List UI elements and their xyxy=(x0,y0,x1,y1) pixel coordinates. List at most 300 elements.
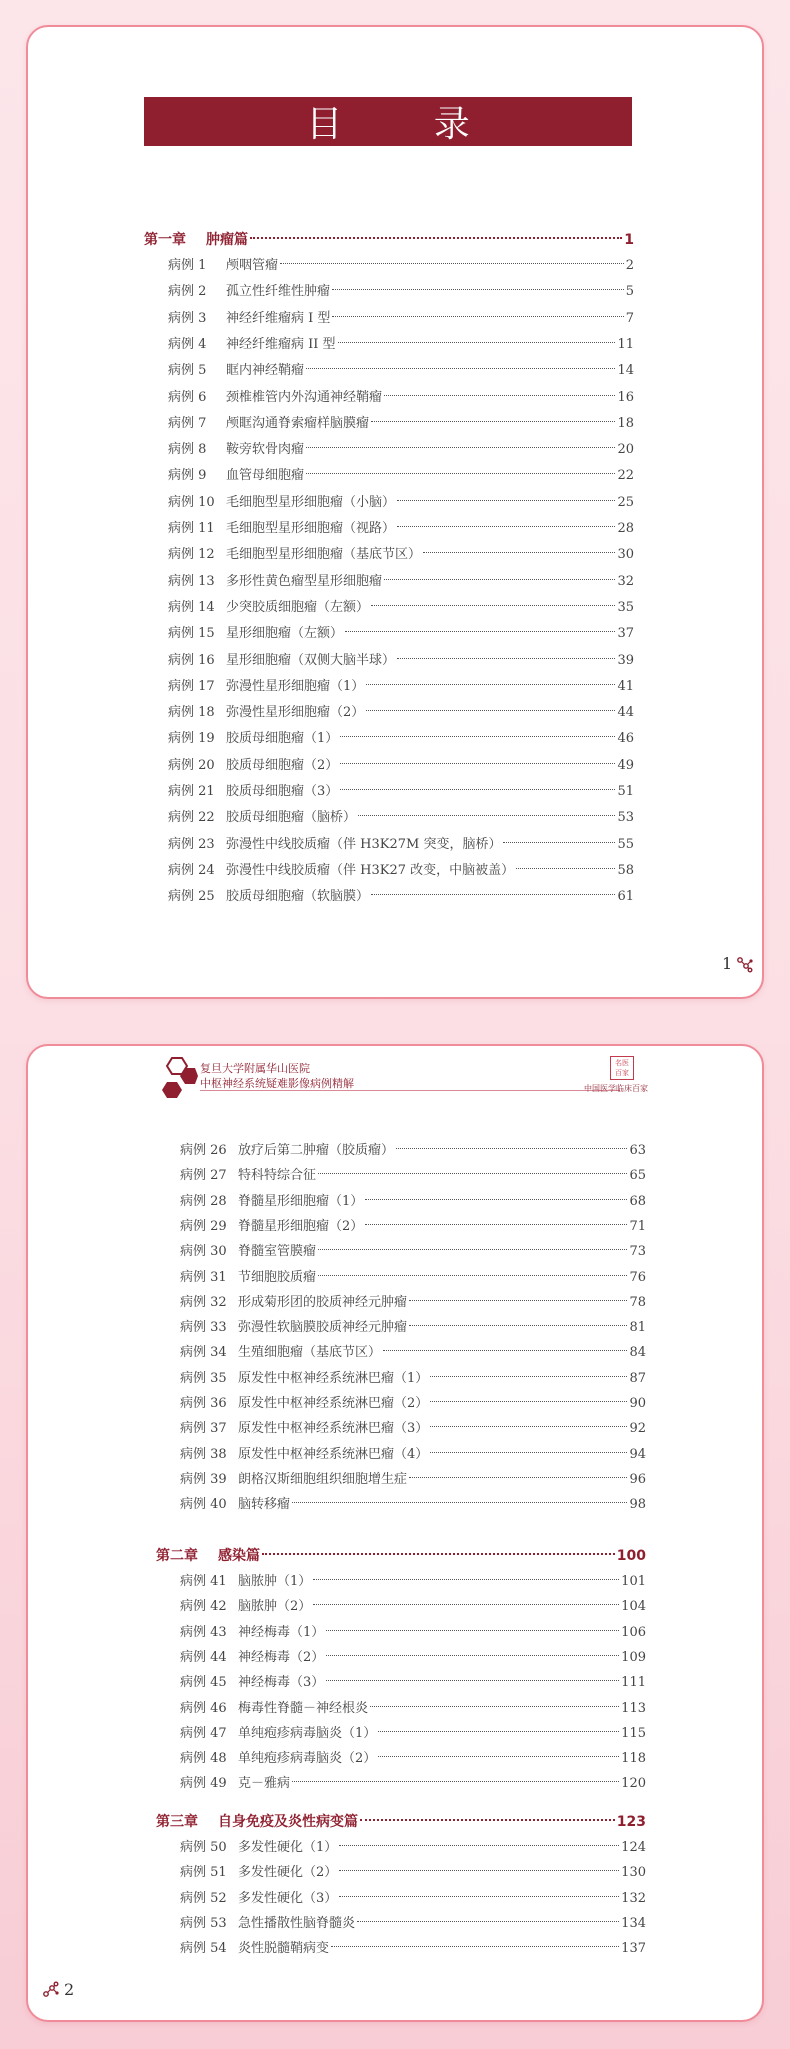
case-title: 少突胶质细胞瘤（左额） xyxy=(226,599,370,615)
case-number: 病例 15 xyxy=(168,626,215,642)
leader-dots xyxy=(384,579,615,580)
case-number: 病例 29 xyxy=(180,1218,227,1234)
leader-dots xyxy=(313,1579,619,1580)
page-ref: 22 xyxy=(617,468,634,484)
leader-dots xyxy=(430,1426,627,1427)
page-ref: 78 xyxy=(629,1294,646,1310)
case-number: 病例 23 xyxy=(168,836,215,852)
page-ref: 118 xyxy=(621,1751,646,1767)
toc-entry[interactable] xyxy=(180,1569,646,1595)
case-title: 原发性中枢神经系统淋巴瘤（4） xyxy=(238,1446,429,1462)
case-number: 病例 36 xyxy=(180,1396,227,1411)
page-ref: 130 xyxy=(621,1865,646,1881)
case-title: 胶质母细胞瘤（3） xyxy=(226,784,339,799)
toc-entry[interactable] xyxy=(180,1835,646,1861)
case-title: 颈椎椎管内外沟通神经鞘瘤 xyxy=(226,389,383,405)
leader-dots xyxy=(365,1199,627,1200)
case-title: 弥漫性星形细胞瘤（1） xyxy=(226,678,365,694)
molecule-icon xyxy=(736,955,754,973)
case-title: 星形细胞瘤（双侧大脑半球） xyxy=(226,652,396,668)
chapter-page: 100 xyxy=(616,1548,646,1564)
case-number: 病例 22 xyxy=(168,810,215,826)
toc-entry[interactable] xyxy=(180,1492,646,1518)
case-number: 病例 3 xyxy=(168,310,207,326)
case-title: 弥漫性星形细胞瘤（2） xyxy=(226,705,365,721)
page-ref: 94 xyxy=(629,1446,646,1462)
leader-dots xyxy=(326,1630,619,1631)
case-title: 神经梅毒（3） xyxy=(238,1675,325,1691)
leader-dots xyxy=(292,1502,627,1503)
leader-dots xyxy=(262,1553,615,1555)
case-number: 病例 35 xyxy=(180,1370,227,1386)
case-number: 病例 28 xyxy=(180,1193,227,1209)
toc-entry[interactable] xyxy=(180,1265,646,1291)
page-number-footer xyxy=(722,954,754,973)
toc-entry[interactable] xyxy=(180,1860,646,1886)
case-number: 病例 1 xyxy=(168,258,207,273)
molecule-icon xyxy=(42,1981,60,1999)
chapter-2-row[interactable] xyxy=(156,1543,646,1569)
toc-entry[interactable] xyxy=(168,621,634,647)
case-number: 病例 43 xyxy=(180,1624,227,1640)
case-number: 病例 47 xyxy=(180,1725,227,1741)
leader-dots xyxy=(503,842,615,843)
toc-entry[interactable] xyxy=(180,1163,646,1189)
toc-entry[interactable] xyxy=(180,1239,646,1265)
page-ref: 104 xyxy=(621,1599,646,1615)
leader-dots xyxy=(357,1921,619,1922)
leader-dots xyxy=(378,1756,619,1757)
page-ref: 73 xyxy=(629,1244,646,1260)
leader-dots xyxy=(326,1655,619,1656)
page-ref: 51 xyxy=(617,784,634,799)
toc-title: 目 录 xyxy=(144,97,632,146)
toc-entry[interactable] xyxy=(180,1442,646,1468)
case-number: 病例 54 xyxy=(180,1941,227,1957)
toc-entry[interactable] xyxy=(168,805,634,831)
toc-entry[interactable] xyxy=(168,437,634,463)
toc-entry[interactable] xyxy=(180,1911,646,1937)
case-number: 病例 53 xyxy=(180,1915,227,1931)
case-title: 胶质母细胞瘤（脑桥） xyxy=(226,810,357,826)
case-number: 病例 33 xyxy=(180,1320,227,1336)
toc-entry[interactable] xyxy=(180,1696,646,1722)
page-ref: 65 xyxy=(629,1168,646,1184)
page-ref: 18 xyxy=(617,415,634,431)
page-ref: 44 xyxy=(617,705,634,721)
case-title: 星形细胞瘤（左额） xyxy=(226,626,344,642)
case-number: 病例 42 xyxy=(180,1599,227,1615)
case-number: 病例 4 xyxy=(168,336,207,352)
page-ref: 7 xyxy=(625,310,634,326)
case-title: 原发性中枢神经系统淋巴瘤（1） xyxy=(238,1370,429,1386)
case-title: 脑转移瘤 xyxy=(238,1497,291,1513)
case-number: 病例 49 xyxy=(180,1776,227,1792)
toc-entry[interactable] xyxy=(168,648,634,674)
case-number: 病例 5 xyxy=(168,363,207,379)
page-ref: 109 xyxy=(621,1649,646,1665)
leader-dots xyxy=(338,342,616,343)
case-title: 脊髓室管膜瘤 xyxy=(238,1244,317,1260)
case-number: 病例 9 xyxy=(168,468,207,484)
case-title: 原发性中枢神经系统淋巴瘤（2） xyxy=(238,1396,429,1411)
case-number: 病例 19 xyxy=(168,731,215,747)
leader-dots xyxy=(313,1604,619,1605)
leader-dots xyxy=(339,1870,619,1871)
case-number: 病例 30 xyxy=(180,1244,227,1260)
leader-dots xyxy=(339,1845,619,1846)
case-title: 神经纤维瘤病 I 型 xyxy=(226,310,331,326)
hospital-name: 复旦大学附属华山医院 xyxy=(200,1062,310,1075)
case-number: 病例 8 xyxy=(168,442,207,458)
toc-entry[interactable] xyxy=(180,1366,646,1392)
case-title: 弥漫性中线胶质瘤（伴 H3K27 改变，中脑被盖） xyxy=(226,862,515,878)
case-title: 多发性硬化（1） xyxy=(238,1840,338,1855)
case-title: 多形性黄色瘤型星形细胞瘤 xyxy=(226,573,383,589)
case-number: 病例 24 xyxy=(168,862,215,878)
toc-entry[interactable] xyxy=(168,411,634,437)
leader-dots xyxy=(360,1819,615,1821)
case-number: 病例 12 xyxy=(168,547,215,563)
case-number: 病例 52 xyxy=(180,1890,227,1906)
toc-entry[interactable] xyxy=(168,490,634,516)
case-title: 脊髓星形细胞瘤（2） xyxy=(238,1218,364,1234)
toc-entry[interactable] xyxy=(180,1771,646,1797)
leader-dots xyxy=(384,395,615,396)
page-ref: 61 xyxy=(617,889,634,905)
page-ref: 30 xyxy=(617,547,634,563)
book-title: 中枢神经系统疑难影像病例精解 xyxy=(200,1077,354,1090)
page-ref: 98 xyxy=(629,1497,646,1513)
case-title: 神经梅毒（2） xyxy=(238,1649,325,1665)
case-title: 孤立性纤维性肿瘤 xyxy=(226,284,331,300)
toc-entry[interactable] xyxy=(168,832,634,858)
toc-page-2 xyxy=(26,1044,764,2022)
leader-dots xyxy=(371,421,615,422)
case-number: 病例 44 xyxy=(180,1649,227,1665)
leader-dots xyxy=(396,1148,627,1149)
case-number: 病例 32 xyxy=(180,1294,227,1310)
page-ref: 137 xyxy=(621,1941,646,1957)
leader-dots xyxy=(306,473,615,474)
case-number: 病例 7 xyxy=(168,415,207,431)
case-number: 病例 25 xyxy=(168,889,215,905)
leader-dots xyxy=(409,1477,627,1478)
leader-dots xyxy=(378,1731,619,1732)
toc-entry[interactable] xyxy=(168,595,634,621)
case-title: 脊髓星形细胞瘤（1） xyxy=(238,1193,364,1209)
page-ref: 46 xyxy=(617,731,634,747)
page-ref: 134 xyxy=(621,1915,646,1931)
toc-entry[interactable] xyxy=(168,674,634,700)
case-title: 节细胞胶质瘤 xyxy=(238,1269,317,1285)
case-title: 放疗后第二肿瘤（胶质瘤） xyxy=(238,1143,395,1158)
leader-dots xyxy=(409,1300,627,1301)
chapter-label: 第三章 xyxy=(156,1814,198,1830)
page-ref: 53 xyxy=(617,810,634,826)
toc-entry[interactable] xyxy=(168,753,634,779)
chapter-name: 肿瘤篇 xyxy=(206,232,248,248)
leader-dots xyxy=(370,1706,619,1707)
case-title: 单纯疱疹病毒脑炎（2） xyxy=(238,1751,377,1767)
case-number: 病例 41 xyxy=(180,1574,227,1589)
case-title: 单纯疱疹病毒脑炎（1） xyxy=(238,1725,377,1741)
case-number: 病例 31 xyxy=(180,1269,227,1285)
page-ref: 113 xyxy=(621,1700,646,1716)
case-number: 病例 17 xyxy=(168,678,215,694)
page-ref: 92 xyxy=(629,1421,646,1437)
case-title: 多发性硬化（3） xyxy=(238,1890,338,1906)
case-number: 病例 18 xyxy=(168,705,215,721)
seal-stamp: 名医 百家 xyxy=(610,1056,634,1080)
leader-dots xyxy=(430,1401,627,1402)
leader-dots xyxy=(516,868,615,869)
page-ref: 37 xyxy=(617,626,634,642)
leader-dots xyxy=(371,605,615,606)
case-number: 病例 50 xyxy=(180,1840,227,1855)
chapter-3-row[interactable] xyxy=(156,1809,646,1835)
chapter-page: 123 xyxy=(616,1814,646,1830)
page-ref: 84 xyxy=(629,1345,646,1361)
chapter-label: 第二章 xyxy=(156,1548,198,1564)
page-ref: 115 xyxy=(621,1725,646,1741)
leader-dots xyxy=(326,1680,619,1681)
case-number: 病例 11 xyxy=(168,521,215,536)
page-ref: 16 xyxy=(617,389,634,405)
header-rule xyxy=(200,1090,620,1091)
toc-entry[interactable] xyxy=(168,858,634,884)
toc-entry[interactable] xyxy=(180,1620,646,1646)
page-ref: 124 xyxy=(621,1840,646,1855)
page-ref: 11 xyxy=(617,336,634,352)
page-number: 2 xyxy=(64,1980,75,1999)
page-ref: 111 xyxy=(621,1675,646,1691)
page-ref: 71 xyxy=(629,1218,646,1234)
page-ref: 49 xyxy=(617,757,634,773)
chapter-name: 自身免疫及炎性病变篇 xyxy=(218,1814,358,1830)
page-ref: 68 xyxy=(629,1193,646,1209)
leader-dots xyxy=(306,368,615,369)
chapter-name: 感染篇 xyxy=(218,1548,260,1564)
leader-dots xyxy=(306,447,615,448)
leader-dots xyxy=(397,500,615,501)
case-number: 病例 6 xyxy=(168,389,207,405)
toc-entry[interactable] xyxy=(180,1138,646,1164)
case-title: 颅咽管瘤 xyxy=(226,258,279,273)
toc-entry[interactable] xyxy=(180,1886,646,1912)
case-title: 克－雅病 xyxy=(238,1776,291,1792)
case-number: 病例 34 xyxy=(180,1345,227,1361)
chapter-page: 1 xyxy=(624,232,634,248)
case-title: 弥漫性软脑膜胶质神经元肿瘤 xyxy=(238,1320,408,1336)
case-number: 病例 21 xyxy=(168,784,215,799)
leader-dots xyxy=(331,1946,619,1947)
toc-entry[interactable] xyxy=(168,569,634,595)
page-number-footer xyxy=(42,1980,74,1999)
toc-entry[interactable] xyxy=(168,542,634,568)
case-title: 毛细胞型星形细胞瘤（小脑） xyxy=(226,494,396,510)
leader-dots xyxy=(292,1781,619,1782)
leader-dots xyxy=(430,1376,627,1377)
leader-dots xyxy=(383,1350,627,1351)
page-ref: 63 xyxy=(629,1143,646,1158)
case-title: 原发性中枢神经系统淋巴瘤（3） xyxy=(238,1421,429,1437)
series-name: 中国医学临床百家 xyxy=(584,1084,648,1093)
case-title: 弥漫性中线胶质瘤（伴 H3K27M 突变，脑桥） xyxy=(226,836,502,852)
case-number: 病例 13 xyxy=(168,573,215,589)
toc-entry[interactable] xyxy=(168,253,634,279)
case-number: 病例 46 xyxy=(180,1700,227,1716)
running-header xyxy=(158,1056,658,1106)
case-title: 鞍旁软骨肉瘤 xyxy=(226,442,305,458)
case-number: 病例 38 xyxy=(180,1446,227,1462)
toc-entry[interactable] xyxy=(168,726,634,752)
page-ref: 76 xyxy=(629,1269,646,1285)
case-number: 病例 10 xyxy=(168,494,215,510)
case-number: 病例 37 xyxy=(180,1421,227,1437)
case-title: 梅毒性脊髓－神经根炎 xyxy=(238,1700,369,1716)
leader-dots xyxy=(340,736,615,737)
page-ref: 101 xyxy=(621,1574,646,1589)
leader-dots xyxy=(332,316,623,317)
leader-dots xyxy=(366,710,615,711)
case-number: 病例 27 xyxy=(180,1168,227,1184)
page-ref: 55 xyxy=(617,836,634,852)
case-title: 血管母细胞瘤 xyxy=(226,468,305,484)
page-ref: 5 xyxy=(625,284,634,300)
page-number: 1 xyxy=(722,954,733,973)
case-title: 多发性硬化（2） xyxy=(238,1865,338,1881)
page-ref: 14 xyxy=(617,363,634,379)
toc-entry[interactable] xyxy=(168,516,634,542)
page-ref: 120 xyxy=(621,1776,646,1792)
case-number: 病例 48 xyxy=(180,1751,227,1767)
page-ref: 90 xyxy=(629,1396,646,1411)
case-number: 病例 51 xyxy=(180,1865,227,1881)
hexagon-logo-icon xyxy=(158,1056,198,1102)
toc-entry[interactable] xyxy=(168,463,634,489)
case-title: 生殖细胞瘤（基底节区） xyxy=(238,1345,382,1361)
page-ref: 58 xyxy=(617,862,634,878)
toc-entry[interactable] xyxy=(168,700,634,726)
leader-dots xyxy=(339,1896,619,1897)
case-title: 胶质母细胞瘤（1） xyxy=(226,731,339,747)
page-ref: 106 xyxy=(621,1624,646,1640)
case-title: 神经梅毒（1） xyxy=(238,1624,325,1640)
leader-dots xyxy=(409,1325,627,1326)
toc-entry[interactable] xyxy=(168,306,634,332)
toc-entry[interactable] xyxy=(180,1214,646,1240)
case-number: 病例 26 xyxy=(180,1143,227,1158)
toc-entry[interactable] xyxy=(180,1290,646,1316)
toc-entry[interactable] xyxy=(180,1936,646,1962)
case-title: 脑脓肿（2） xyxy=(238,1599,312,1615)
case-number: 病例 45 xyxy=(180,1675,227,1691)
leader-dots xyxy=(340,763,615,764)
page-ref: 96 xyxy=(629,1471,646,1487)
case-title: 胶质母细胞瘤（软脑膜） xyxy=(226,889,370,905)
leader-dots xyxy=(358,815,615,816)
case-title: 颅眶沟通脊索瘤样脑膜瘤 xyxy=(226,415,370,431)
leader-dots xyxy=(423,552,615,553)
case-title: 特科特综合征 xyxy=(238,1168,317,1184)
toc-entry[interactable] xyxy=(180,1315,646,1341)
toc-entry[interactable] xyxy=(168,779,634,805)
toc-entry[interactable] xyxy=(180,1416,646,1442)
leader-dots xyxy=(430,1452,627,1453)
case-title: 胶质母细胞瘤（2） xyxy=(226,757,339,773)
toc-entry[interactable] xyxy=(180,1340,646,1366)
case-title: 形成菊形团的胶质神经元肿瘤 xyxy=(238,1294,408,1310)
case-number: 病例 16 xyxy=(168,652,215,668)
case-number: 病例 39 xyxy=(180,1471,227,1487)
case-title: 炎性脱髓鞘病变 xyxy=(238,1941,330,1957)
toc-entry[interactable] xyxy=(168,358,634,384)
case-title: 眶内神经鞘瘤 xyxy=(226,363,305,379)
leader-dots xyxy=(318,1275,627,1276)
toc-entry[interactable] xyxy=(168,385,634,411)
case-title: 神经纤维瘤病 II 型 xyxy=(226,336,336,352)
toc-entry[interactable] xyxy=(180,1189,646,1215)
case-number: 病例 14 xyxy=(168,599,215,615)
case-title: 急性播散性脑脊髓炎 xyxy=(238,1915,356,1931)
leader-dots xyxy=(365,1224,627,1225)
page-ref: 20 xyxy=(617,442,634,458)
toc-page-1 xyxy=(26,25,764,999)
case-title: 毛细胞型星形细胞瘤（视路） xyxy=(226,521,396,536)
case-number: 病例 20 xyxy=(168,757,215,773)
leader-dots xyxy=(332,289,624,290)
toc-entry[interactable] xyxy=(180,1746,646,1772)
leader-dots xyxy=(250,237,622,239)
leader-dots xyxy=(366,684,615,685)
chapter-1-row[interactable] xyxy=(144,227,634,253)
chapter-label: 第一章 xyxy=(144,232,186,248)
toc-entry[interactable] xyxy=(180,1467,646,1493)
page-ref: 39 xyxy=(617,652,634,668)
page-ref: 32 xyxy=(617,573,634,589)
toc-entry[interactable] xyxy=(180,1645,646,1671)
leader-dots xyxy=(371,894,615,895)
leader-dots xyxy=(340,789,615,790)
case-title: 毛细胞型星形细胞瘤（基底节区） xyxy=(226,547,422,563)
toc-entry[interactable] xyxy=(168,279,634,305)
toc-entry[interactable] xyxy=(180,1391,646,1417)
page-ref: 25 xyxy=(617,494,634,510)
case-number: 病例 2 xyxy=(168,284,207,300)
leader-dots xyxy=(397,658,615,659)
leader-dots xyxy=(318,1249,627,1250)
toc-entry[interactable] xyxy=(180,1721,646,1747)
page-ref: 87 xyxy=(629,1370,646,1386)
case-title: 脑脓肿（1） xyxy=(238,1574,312,1589)
toc-entry[interactable] xyxy=(168,332,634,358)
page-ref: 41 xyxy=(617,678,634,694)
leader-dots xyxy=(280,263,624,264)
toc-entry[interactable] xyxy=(168,884,634,910)
toc-entry[interactable] xyxy=(180,1670,646,1696)
leader-dots xyxy=(318,1173,627,1174)
leader-dots xyxy=(397,526,615,527)
case-title: 朗格汉斯细胞组织细胞增生症 xyxy=(238,1471,408,1487)
case-number: 病例 40 xyxy=(180,1497,227,1513)
page-ref: 35 xyxy=(617,599,634,615)
toc-entry[interactable] xyxy=(180,1594,646,1620)
leader-dots xyxy=(345,631,615,632)
page-ref: 28 xyxy=(617,521,634,536)
page-ref: 81 xyxy=(629,1320,646,1336)
page-ref: 2 xyxy=(625,258,634,273)
